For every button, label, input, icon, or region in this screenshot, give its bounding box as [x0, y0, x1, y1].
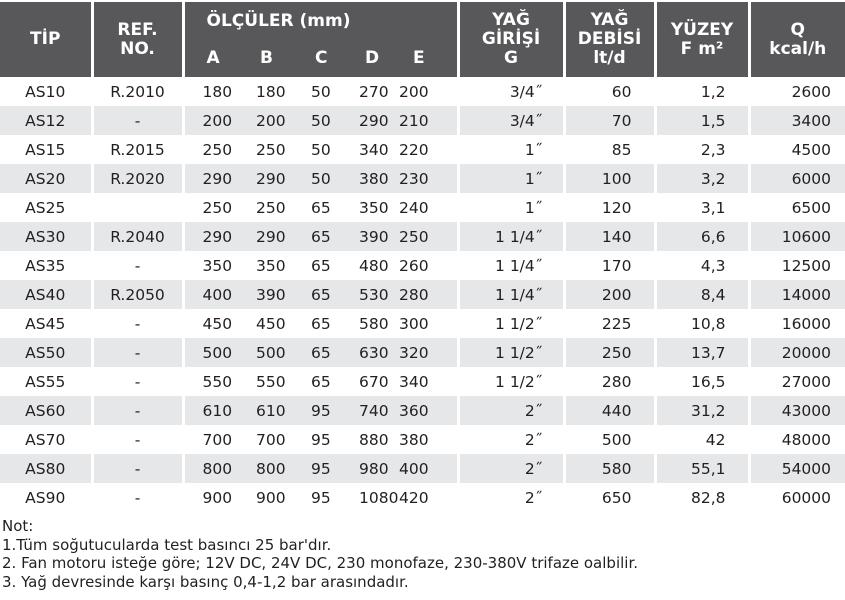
spec-table: [0, 2, 845, 512]
cell-tip: AS20: [0, 164, 92, 193]
cell-dim-e: 250: [391, 222, 458, 251]
cell-dim-d: 270: [343, 77, 391, 106]
cell-ref: R.2040: [92, 222, 183, 251]
cell-dim-d: 630: [343, 338, 391, 367]
note-1: 1.Tüm soğutucularda test basıncı 25 bar'dır.: [2, 535, 332, 554]
cell-ref: -: [92, 106, 183, 135]
cell-ref: R.2020: [92, 164, 183, 193]
cell-surface: 55,1: [655, 454, 749, 483]
cell-dim-c: 65: [293, 193, 343, 222]
header-surface: YÜZEY F m²: [655, 2, 749, 77]
cell-dim-e: 280: [391, 280, 458, 309]
cell-dim-c: 65: [293, 280, 343, 309]
cell-capacity: 48000: [749, 425, 845, 454]
header-oil-inlet: YAĞ GİRİŞİ G: [458, 2, 564, 77]
table-row: [0, 251, 845, 280]
cell-surface: 8,4: [655, 280, 749, 309]
table-row: [0, 193, 845, 222]
cell-tip: AS10: [0, 77, 92, 106]
header-capacity: Q kcal/h: [749, 2, 845, 77]
cell-dim-e: 320: [391, 338, 458, 367]
cell-dim-d: 530: [343, 280, 391, 309]
header-dim-a: A: [183, 40, 238, 77]
cell-dim-a: 450: [183, 309, 238, 338]
cell-oil-flow: 120: [564, 193, 655, 222]
cell-surface: 42: [655, 425, 749, 454]
cell-dim-a: 290: [183, 222, 238, 251]
cell-dim-a: 500: [183, 338, 238, 367]
cell-tip: AS55: [0, 367, 92, 396]
cell-oil-flow: 170: [564, 251, 655, 280]
cell-dim-c: 50: [293, 77, 343, 106]
cell-dim-a: 290: [183, 164, 238, 193]
cell-dim-b: 250: [238, 193, 293, 222]
cell-ref: -: [92, 251, 183, 280]
cell-dim-d: 740: [343, 396, 391, 425]
cell-dim-c: 50: [293, 135, 343, 164]
cell-surface: 2,3: [655, 135, 749, 164]
cell-dim-e: 220: [391, 135, 458, 164]
cell-dim-b: 800: [238, 454, 293, 483]
table-row: [0, 135, 845, 164]
cell-oil-inlet: 2˝: [458, 454, 564, 483]
header-row-top: [0, 2, 845, 40]
cell-oil-flow: 70: [564, 106, 655, 135]
cell-oil-flow: 500: [564, 425, 655, 454]
cell-oil-flow: 60: [564, 77, 655, 106]
cell-dim-e: 260: [391, 251, 458, 280]
cell-dim-d: 350: [343, 193, 391, 222]
cell-dim-e: 240: [391, 193, 458, 222]
header-tip: TİP: [0, 2, 92, 77]
cell-capacity: 54000: [749, 454, 845, 483]
cell-dim-b: 200: [238, 106, 293, 135]
cell-surface: 82,8: [655, 483, 749, 512]
cell-ref: -: [92, 309, 183, 338]
cell-dim-c: 50: [293, 164, 343, 193]
table-row: [0, 222, 845, 251]
cell-oil-flow: 440: [564, 396, 655, 425]
cell-oil-flow: 650: [564, 483, 655, 512]
cell-capacity: 20000: [749, 338, 845, 367]
cell-oil-flow: 250: [564, 338, 655, 367]
cell-dim-b: 350: [238, 251, 293, 280]
cell-ref: -: [92, 454, 183, 483]
cell-dim-b: 610: [238, 396, 293, 425]
cell-tip: AS90: [0, 483, 92, 512]
header-oil-flow: YAĞ DEBİSİ lt/d: [564, 2, 655, 77]
cell-dim-a: 350: [183, 251, 238, 280]
cell-oil-flow: 100: [564, 164, 655, 193]
cell-dim-e: 420: [391, 483, 458, 512]
cell-dim-d: 480: [343, 251, 391, 280]
cell-dim-a: 200: [183, 106, 238, 135]
cell-tip: AS35: [0, 251, 92, 280]
cell-dim-a: 250: [183, 193, 238, 222]
cell-tip: AS70: [0, 425, 92, 454]
cell-dim-c: 65: [293, 367, 343, 396]
cell-oil-flow: 85: [564, 135, 655, 164]
cell-oil-inlet: 1˝: [458, 135, 564, 164]
cell-oil-inlet: 2˝: [458, 396, 564, 425]
cell-dim-d: 1080: [343, 483, 391, 512]
cell-oil-flow: 225: [564, 309, 655, 338]
cell-oil-flow: 200: [564, 280, 655, 309]
cell-dim-a: 550: [183, 367, 238, 396]
cell-dim-a: 700: [183, 425, 238, 454]
header-ref: REF. NO.: [92, 2, 183, 77]
table-row: [0, 164, 845, 193]
cell-tip: AS60: [0, 396, 92, 425]
cell-dim-e: 210: [391, 106, 458, 135]
cell-ref: -: [92, 338, 183, 367]
table-row: [0, 309, 845, 338]
cell-dim-a: 900: [183, 483, 238, 512]
cell-dim-a: 180: [183, 77, 238, 106]
cell-dim-c: 65: [293, 338, 343, 367]
cell-ref: -: [92, 425, 183, 454]
cell-dim-c: 65: [293, 251, 343, 280]
cell-tip: AS12: [0, 106, 92, 135]
cell-dim-b: 450: [238, 309, 293, 338]
cell-dim-b: 290: [238, 164, 293, 193]
cell-dim-d: 380: [343, 164, 391, 193]
note-2: 2. Fan motoru isteğe göre; 12V DC, 24V DC, 230 monofaze, 230-380V trifaze oalbilir.: [2, 554, 638, 572]
cell-surface: 3,2: [655, 164, 749, 193]
cell-surface: 1,5: [655, 106, 749, 135]
cell-dim-d: 670: [343, 367, 391, 396]
cell-capacity: 6500: [749, 193, 845, 222]
header-dim-b: B: [238, 40, 293, 77]
cell-dim-c: 65: [293, 222, 343, 251]
cell-dim-e: 360: [391, 396, 458, 425]
cell-tip: AS50: [0, 338, 92, 367]
cell-dim-b: 550: [238, 367, 293, 396]
cell-surface: 3,1: [655, 193, 749, 222]
cell-oil-inlet: 1 1/2˝: [458, 367, 564, 396]
cell-ref: R.2050: [92, 280, 183, 309]
cell-dim-c: 95: [293, 454, 343, 483]
cell-oil-inlet: 1 1/2˝: [458, 338, 564, 367]
cell-capacity: 43000: [749, 396, 845, 425]
cell-dim-e: 340: [391, 367, 458, 396]
cell-surface: 1,2: [655, 77, 749, 106]
cell-capacity: 2600: [749, 77, 845, 106]
cell-oil-inlet: 1˝: [458, 164, 564, 193]
cell-surface: 16,5: [655, 367, 749, 396]
cell-capacity: 14000: [749, 280, 845, 309]
cell-dim-e: 380: [391, 425, 458, 454]
header-dim-d: D: [343, 40, 391, 77]
cell-dim-d: 340: [343, 135, 391, 164]
cell-ref: [92, 193, 183, 222]
cell-dim-e: 230: [391, 164, 458, 193]
cell-dim-b: 500: [238, 338, 293, 367]
cell-oil-inlet: 1˝: [458, 193, 564, 222]
cell-oil-inlet: 3/4˝: [458, 106, 564, 135]
cell-surface: 4,3: [655, 251, 749, 280]
cell-dim-b: 700: [238, 425, 293, 454]
cell-oil-flow: 280: [564, 367, 655, 396]
cell-oil-inlet: 1 1/4˝: [458, 280, 564, 309]
cell-capacity: 60000: [749, 483, 845, 512]
cell-oil-inlet: 1 1/4˝: [458, 222, 564, 251]
cell-surface: 31,2: [655, 396, 749, 425]
cell-dim-b: 290: [238, 222, 293, 251]
cell-dim-a: 800: [183, 454, 238, 483]
cell-dim-c: 95: [293, 483, 343, 512]
cell-dim-d: 580: [343, 309, 391, 338]
cell-dim-b: 250: [238, 135, 293, 164]
cell-capacity: 16000: [749, 309, 845, 338]
cell-tip: AS45: [0, 309, 92, 338]
cell-ref: -: [92, 483, 183, 512]
cell-ref: -: [92, 396, 183, 425]
cell-oil-inlet: 2˝: [458, 483, 564, 512]
cell-dim-e: 400: [391, 454, 458, 483]
cell-oil-inlet: 2˝: [458, 425, 564, 454]
cell-dim-c: 50: [293, 106, 343, 135]
cell-capacity: 12500: [749, 251, 845, 280]
cell-oil-inlet: 3/4˝: [458, 77, 564, 106]
table-row: [0, 77, 845, 106]
cell-capacity: 3400: [749, 106, 845, 135]
table-row: [0, 483, 845, 512]
table-row: [0, 425, 845, 454]
header-dim-e: E: [391, 40, 458, 77]
table-row: [0, 396, 845, 425]
cell-dim-a: 250: [183, 135, 238, 164]
cell-dim-b: 180: [238, 77, 293, 106]
cell-oil-inlet: 1 1/4˝: [458, 251, 564, 280]
cell-tip: AS15: [0, 135, 92, 164]
cell-tip: AS30: [0, 222, 92, 251]
cell-dim-c: 95: [293, 396, 343, 425]
cell-dim-b: 390: [238, 280, 293, 309]
table-row: [0, 106, 845, 135]
cell-dim-d: 880: [343, 425, 391, 454]
cell-capacity: 27000: [749, 367, 845, 396]
cell-dim-e: 300: [391, 309, 458, 338]
cell-tip: AS80: [0, 454, 92, 483]
cell-ref: -: [92, 367, 183, 396]
cell-dim-e: 200: [391, 77, 458, 106]
header-dim-c: C: [293, 40, 343, 77]
cell-oil-flow: 140: [564, 222, 655, 251]
table-row: [0, 367, 845, 396]
notes-title: Not:: [2, 517, 34, 535]
table-row: [0, 280, 845, 309]
cell-dim-c: 65: [293, 309, 343, 338]
table-row: [0, 454, 845, 483]
cell-surface: 6,6: [655, 222, 749, 251]
cell-tip: AS25: [0, 193, 92, 222]
cell-surface: 10,8: [655, 309, 749, 338]
table-row: [0, 338, 845, 367]
cell-surface: 13,7: [655, 338, 749, 367]
cell-tip: AS40: [0, 280, 92, 309]
cell-capacity: 6000: [749, 164, 845, 193]
cell-oil-flow: 580: [564, 454, 655, 483]
header-dimensions-group: ÖLÇÜLER (mm): [183, 2, 458, 40]
cell-dim-c: 95: [293, 425, 343, 454]
cell-dim-d: 290: [343, 106, 391, 135]
cell-capacity: 10600: [749, 222, 845, 251]
cell-dim-b: 900: [238, 483, 293, 512]
cell-ref: R.2010: [92, 77, 183, 106]
cell-ref: R.2015: [92, 135, 183, 164]
cell-capacity: 4500: [749, 135, 845, 164]
notes: [2, 517, 638, 591]
note-3: 3. Yağ devresinde karşı basınç 0,4-1,2 bar arasındadır.: [2, 572, 409, 591]
cell-dim-a: 610: [183, 396, 238, 425]
cell-oil-inlet: 1 1/2˝: [458, 309, 564, 338]
cell-dim-d: 390: [343, 222, 391, 251]
cell-dim-d: 980: [343, 454, 391, 483]
cell-dim-a: 400: [183, 280, 238, 309]
table-body: [0, 77, 845, 512]
